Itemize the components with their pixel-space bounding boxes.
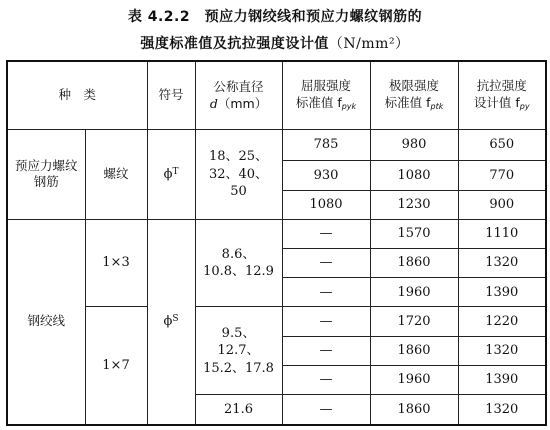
cell-design: 900 <box>458 190 546 219</box>
header-design-line2: 设计值 $f_{py}$ <box>473 95 530 112</box>
header-diameter-line2: d（mm） <box>209 95 268 111</box>
table-row <box>7 130 546 161</box>
group-strand-symbol: $\phi^S$ <box>147 219 195 425</box>
caption-title: 强度标准值及抗拉强度设计值 <box>140 36 329 52</box>
strand-1x3-diameters: 8.6、10.8、12.9 <box>195 219 282 307</box>
cell-yield: — <box>282 249 370 278</box>
cell-design: 650 <box>458 130 546 161</box>
cell-yield: — <box>282 336 370 365</box>
cell-design: 1220 <box>458 307 546 336</box>
header-ultimate-line1: 极限强度 <box>389 78 440 94</box>
header-diameter <box>195 61 282 130</box>
cell-yield: 1080 <box>282 190 370 219</box>
header-ultimate-line2: 标准值 $f_{ptk}$ <box>384 95 444 112</box>
cell-ultimate: 980 <box>370 130 458 161</box>
strand-1x7-type: 1×7 <box>85 307 147 425</box>
cell-design: 1110 <box>458 219 546 248</box>
strand-1x7-diameters: 9.5、12.7、15.2、17.8 <box>195 307 282 395</box>
header-yield-line1: 屈服强度 <box>301 78 352 94</box>
header-yield-line2: 标准值 $f_{pyk}$ <box>295 95 357 112</box>
cell-design: 770 <box>458 161 546 190</box>
caption-unit: （N/mm²） <box>328 36 410 52</box>
cell-yield: — <box>282 219 370 248</box>
cell-ultimate: 1570 <box>370 219 458 248</box>
cell-ultimate: 1230 <box>370 190 458 219</box>
group-threaded-type: 螺纹 <box>85 130 147 220</box>
cell-yield: — <box>282 307 370 336</box>
header-design <box>458 61 546 130</box>
table-caption-line1: 表 4.2.2 预应力钢绞线和预应力螺纹钢筋的 <box>127 9 423 25</box>
header-design-line1: 抗拉强度 <box>476 78 527 94</box>
table-row <box>7 219 546 248</box>
cell-yield: — <box>282 365 370 394</box>
cell-ultimate: 1080 <box>370 161 458 190</box>
header-kind: 种 类 <box>7 61 147 130</box>
cell-ultimate: 1960 <box>370 365 458 394</box>
cell-design: 1320 <box>458 336 546 365</box>
strength-table <box>6 60 547 426</box>
table-caption-line2 <box>0 33 550 53</box>
table-row <box>7 307 546 336</box>
cell-design: 1320 <box>458 249 546 278</box>
cell-yield: — <box>282 278 370 307</box>
cell-yield: 930 <box>282 161 370 190</box>
cell-ultimate: 1960 <box>370 278 458 307</box>
header-row <box>7 61 546 130</box>
cell-design: 1390 <box>458 365 546 394</box>
cell-yield: — <box>282 395 370 425</box>
group-threaded-diameters: 18、25、32、40、50 <box>195 130 282 220</box>
group-threaded-name: 预应力螺纹钢筋 <box>7 130 85 220</box>
group-threaded-symbol: $\phi^T$ <box>147 130 195 220</box>
cell-ultimate: 1860 <box>370 249 458 278</box>
cell-ultimate: 1860 <box>370 395 458 425</box>
cell-design: 1320 <box>458 395 546 425</box>
header-diameter-line1: 公称直径 <box>213 78 264 94</box>
cell-design: 1390 <box>458 278 546 307</box>
cell-ultimate: 1860 <box>370 336 458 365</box>
strand-1x7-extra-diameter: 21.6 <box>195 395 282 425</box>
header-yield <box>282 61 370 130</box>
header-ultimate <box>370 61 458 130</box>
cell-ultimate: 1720 <box>370 307 458 336</box>
cell-yield: 785 <box>282 130 370 161</box>
strand-1x3-type: 1×3 <box>85 219 147 307</box>
header-symbol: 符号 <box>147 61 195 130</box>
group-strand-name: 钢绞线 <box>7 219 85 425</box>
